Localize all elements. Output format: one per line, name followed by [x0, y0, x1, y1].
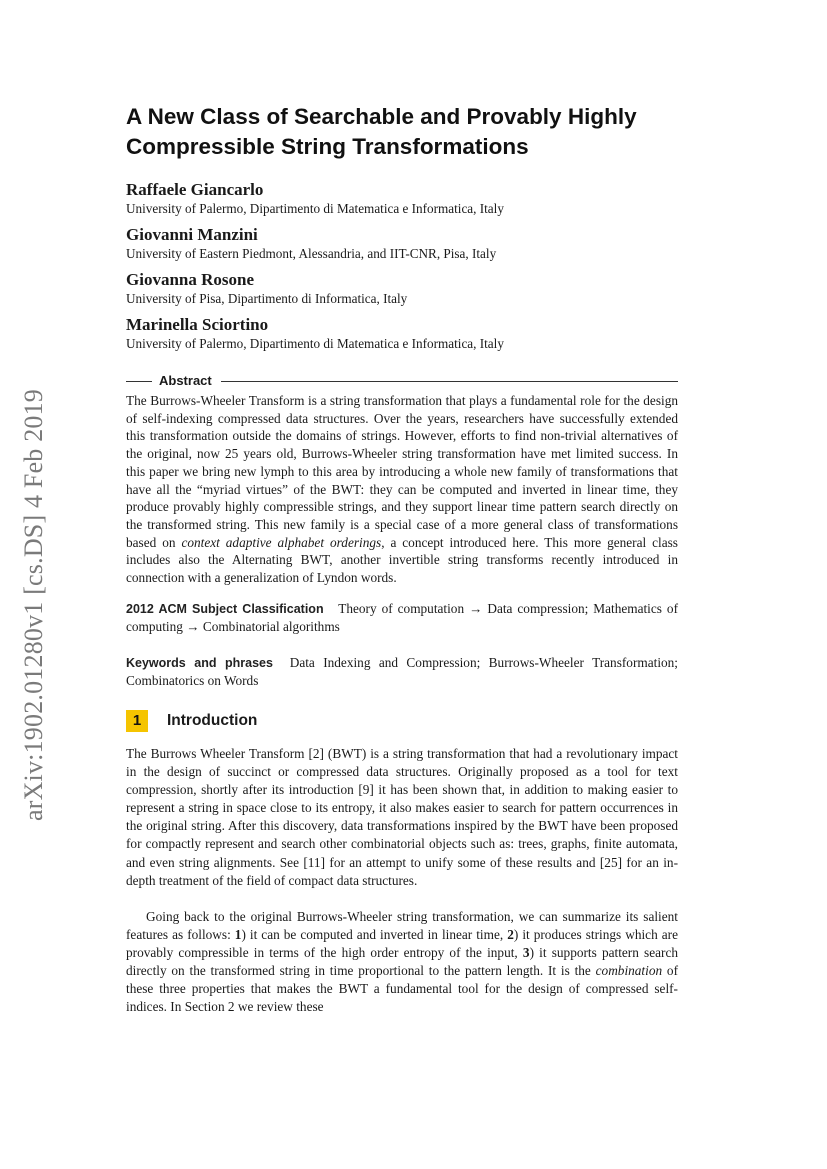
acm-classification	[126, 600, 678, 636]
abstract-title: Abstract	[159, 373, 212, 388]
author-block	[126, 270, 686, 315]
intro-paragraph-1: The Burrows Wheeler Transform [2] (BWT) is a string transformation that had a revolutionary impact in the design of succinct or compressed data structures. Originally proposed as a tool for text compression, shortly after its introduction [9] it has been shown that, in addition to making easier to represent a string in space close to its entropy, it also makes easier to search for pattern occurrences in the original string. After this discovery, data transformations inspired by the BWT have been proposed for compactly represent and search other combinatorial objects such as: trees, graphs, finite automata, and even string alignments. See [11] for an attempt to unify some of these results and [25] for an in-depth treatment of the field of compact data structures.	[126, 746, 678, 888]
acm-label: 2012 ACM Subject Classification	[126, 602, 324, 616]
acm-text: Theory of computation → Data compression; Mathematics of computing → Combinatorial algorithms	[126, 601, 678, 634]
author-name: Giovanni Manzini	[126, 225, 258, 244]
author-block	[126, 225, 686, 270]
paper-title: A New Class of Searchable and Provably Highly Compressible String Transformations	[126, 104, 637, 159]
abstract-text-part: The Burrows-Wheeler Transform is a string transformation that plays a fundamental role for the design of self-indexing compressed data structures. Over the years, researchers have successfully extended this transformation outside the domains of strings. However, efforts to find non-trivial alternatives of the original, now 25 years old, Burrows-Wheeler string transformation have met limited success. In this paper we bring new lymph to this area by introducing a whole new family of transformations that have all the “myriad virtues” of the BWT: they can be computed and inverted in linear time, they produce provably highly compressible strings, and they support linear time pattern search directly on the transformed string. This new family is a special case of a more general class of transformations based on	[126, 393, 678, 550]
intro-paragraph-2	[126, 908, 678, 1017]
author-block	[126, 315, 686, 360]
intro-emphasis: combination	[595, 963, 663, 979]
abstract-emphasis: context adaptive alphabet orderings	[181, 534, 382, 550]
keywords	[126, 654, 678, 690]
keywords-label: Keywords and phrases	[126, 656, 273, 670]
arxiv-identifier: arXiv:1902.01280v1 [cs.DS] 4 Feb 2019	[19, 388, 48, 822]
author-affiliation: University of Palermo, Dipartimento di Matematica e Informatica, Italy	[126, 336, 504, 351]
abstract-body	[126, 392, 678, 587]
abstract-rule-left	[126, 381, 152, 382]
author-affiliation: University of Pisa, Dipartimento di Informatica, Italy	[126, 291, 408, 306]
intro-text: ) it supports pattern search directly on the transformed string in time proportional to the pattern length. It is the	[126, 945, 678, 979]
section-title: Introduction	[167, 712, 258, 729]
author-name: Giovanna Rosone	[126, 270, 254, 289]
intro-text: ) it produces strings which are provably compressible in terms of the high order entropy of the input,	[126, 927, 678, 961]
feature-number: 1	[234, 927, 242, 943]
intro-text: Going back to the original Burrows-Wheeler string transformation, we can summarize its salient features as follows:	[126, 909, 678, 943]
abstract-text-part: , a concept introduced here. This more general class includes also the Alternating BWT, another invertible string transforms recently introduced in connection with a generalization of Lyndon words.	[126, 534, 678, 586]
author-name: Raffaele Giancarlo	[126, 180, 264, 199]
author-affiliation: University of Eastern Piedmont, Alessandria, and IIT-CNR, Pisa, Italy	[126, 246, 497, 261]
author-list	[126, 180, 686, 360]
author-block	[126, 180, 686, 225]
abstract-rule-right	[221, 381, 678, 382]
intro-text: of these three properties that makes the BWT a fundamental tool for the design of compressed self-indices. In Section 2 we review these	[126, 963, 678, 1015]
section-number: 1	[126, 710, 148, 732]
feature-number: 2	[507, 927, 514, 943]
feature-number: 3	[522, 945, 530, 961]
abstract-heading	[126, 373, 678, 389]
author-name: Marinella Sciortino	[126, 315, 269, 334]
keywords-text: Data Indexing and Compression; Burrows-Wheeler Transformation; Combinatorics on Words	[126, 655, 679, 688]
intro-text: ) it can be computed and inverted in linear time,	[241, 927, 508, 943]
arxiv-stamp	[16, 368, 52, 842]
author-affiliation: University of Palermo, Dipartimento di Matematica e Informatica, Italy	[126, 201, 504, 216]
